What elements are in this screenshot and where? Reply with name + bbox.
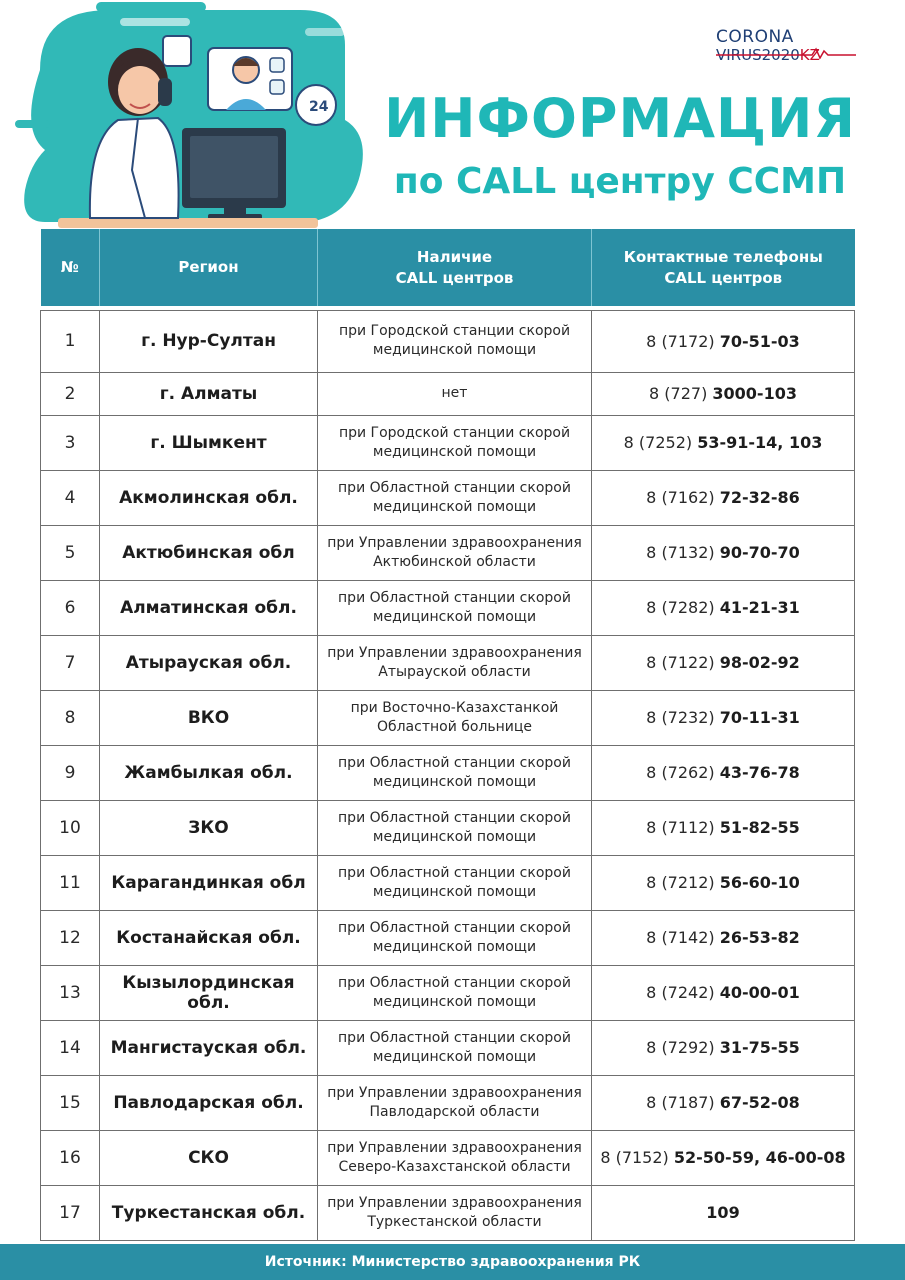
table-row xyxy=(41,690,855,745)
row-call-center xyxy=(318,800,592,855)
call-line1: при Управлении здравоохранения xyxy=(327,1084,582,1101)
row-call-center xyxy=(318,372,592,415)
row-phone xyxy=(592,1130,855,1185)
phone-number: 70-11-31 xyxy=(719,708,800,727)
phone-number: 26-53-82 xyxy=(719,928,800,947)
header-phones xyxy=(592,229,855,306)
phone-code: 8 (7292) xyxy=(646,1038,720,1057)
row-call-center xyxy=(318,525,592,580)
phone-code: 8 (7142) xyxy=(646,928,720,947)
phone-number: 90-70-70 xyxy=(719,543,800,562)
row-number: 5 xyxy=(41,525,100,580)
row-phone xyxy=(592,910,855,965)
call-line2: медицинской помощи xyxy=(372,342,537,358)
call-line2: медицинской помощи xyxy=(372,828,537,845)
row-phone xyxy=(592,1185,855,1240)
phone-code: 8 (7162) xyxy=(646,488,720,507)
source-footer: Источник: Министерство здравоохранения РК xyxy=(0,1244,905,1280)
row-number: 12 xyxy=(41,910,100,965)
call-center-table xyxy=(40,229,855,1241)
row-call-center xyxy=(318,1130,592,1185)
call-line1: при Областной станции скорой xyxy=(338,864,571,881)
row-number: 7 xyxy=(41,635,100,690)
header-call xyxy=(318,229,592,306)
call-line2: Туркестанской области xyxy=(367,1213,542,1230)
logo-kz-text: KZ xyxy=(799,46,820,64)
table-row xyxy=(41,1020,855,1075)
call-line1: при Областной станции скорой xyxy=(338,919,571,936)
row-number: 2 xyxy=(41,372,100,415)
call-line1: при Городской станции скорой xyxy=(338,323,571,339)
row-region: СКО xyxy=(100,1130,318,1185)
call-line2: Областной больнице xyxy=(376,718,533,735)
row-phone xyxy=(592,415,855,470)
call-line1: при Областной станции скорой xyxy=(338,809,571,826)
row-phone xyxy=(592,800,855,855)
header-region: Регион xyxy=(100,229,318,306)
phone-number: 40-00-01 xyxy=(719,983,800,1002)
row-call-center xyxy=(318,415,592,470)
row-phone xyxy=(592,635,855,690)
phone-code: 8 (7112) xyxy=(646,818,720,837)
row-region: Костанайская обл. xyxy=(100,910,318,965)
row-region: Павлодарская обл. xyxy=(100,1075,318,1130)
call-line1: при Управлении здравоохранения xyxy=(327,1139,582,1156)
call-line1: при Областной станции скорой xyxy=(338,589,571,606)
call-center-illustration xyxy=(0,0,380,232)
row-region: Атырауская обл. xyxy=(100,635,318,690)
phone-code: 8 (7232) xyxy=(646,708,720,727)
table-row xyxy=(41,1185,855,1240)
phone-number: 41-21-31 xyxy=(719,598,800,617)
pulse-line-icon xyxy=(716,47,856,59)
phone-number: 53-91-14, 103 xyxy=(697,433,823,452)
phone-code: 8 (7212) xyxy=(646,873,720,892)
header-phones-line1: Контактные телефоны xyxy=(623,247,823,266)
header-num: № xyxy=(41,229,100,306)
table-row xyxy=(41,1130,855,1185)
logo-virus-text: VIRUS2020 xyxy=(716,46,800,64)
row-number: 11 xyxy=(41,855,100,910)
table-row xyxy=(41,745,855,800)
table-body xyxy=(41,310,855,1240)
row-region: г. Алматы xyxy=(100,372,318,415)
table-row xyxy=(41,910,855,965)
phone-code: 8 (7187) xyxy=(646,1093,720,1112)
row-phone xyxy=(592,1075,855,1130)
row-region: г. Нур-Султан xyxy=(100,310,318,372)
table-row xyxy=(41,635,855,690)
page-title: ИНФОРМАЦИЯ xyxy=(384,87,856,150)
phone-number: 3000-103 xyxy=(712,384,797,403)
call-line1: при Областной станции скорой xyxy=(338,974,571,991)
call-line2: медицинской помощи xyxy=(372,773,537,790)
call-line2: медицинской помощи xyxy=(372,443,537,460)
call-line2: медицинской помощи xyxy=(372,608,537,625)
row-number: 1 xyxy=(41,310,100,372)
call-line1: при Управлении здравоохранения xyxy=(327,534,582,551)
phone-number: 70-51-03 xyxy=(719,331,800,351)
table-header-row xyxy=(41,229,855,306)
page-subtitle: по CALL центру ССМП xyxy=(393,161,847,202)
row-phone xyxy=(592,372,855,415)
row-number: 16 xyxy=(41,1130,100,1185)
row-region: г. Шымкент xyxy=(100,415,318,470)
row-number: 13 xyxy=(41,965,100,1020)
table-row xyxy=(41,855,855,910)
phone-number: 56-60-10 xyxy=(719,873,800,892)
row-number: 9 xyxy=(41,745,100,800)
call-line1: при Городской станции скорой xyxy=(338,424,571,441)
row-number: 15 xyxy=(41,1075,100,1130)
table-row xyxy=(41,415,855,470)
row-call-center xyxy=(318,635,592,690)
row-call-center xyxy=(318,745,592,800)
call-line2: медицинской помощи xyxy=(372,993,537,1010)
phone-code: 8 (7122) xyxy=(646,653,720,672)
row-region: Кызылординская обл. xyxy=(100,965,318,1020)
corona-virus-logo xyxy=(716,28,866,70)
phone-number: 72-32-86 xyxy=(719,488,800,507)
row-number: 6 xyxy=(41,580,100,635)
svg-text:24: 24 xyxy=(309,99,329,115)
row-number: 4 xyxy=(41,470,100,525)
row-region: Актюбинская обл xyxy=(100,525,318,580)
phone-code: 8 (7282) xyxy=(646,598,720,617)
table-row xyxy=(41,965,855,1020)
phone-code: 8 (7172) xyxy=(646,331,720,351)
row-number: 14 xyxy=(41,1020,100,1075)
row-region: Мангистауская обл. xyxy=(100,1020,318,1075)
row-region: Акмолинская обл. xyxy=(100,470,318,525)
table-row xyxy=(41,1075,855,1130)
call-line2: Павлодарской области xyxy=(369,1103,540,1120)
table-row xyxy=(41,525,855,580)
logo-line-1: CORONA xyxy=(716,27,794,47)
phone-number: 52-50-59, 46-00-08 xyxy=(673,1148,846,1167)
header-call-line2: CALL центров xyxy=(395,268,514,287)
row-phone xyxy=(592,310,855,372)
row-call-center xyxy=(318,470,592,525)
row-region: Алматинская обл. xyxy=(100,580,318,635)
phone-code: 8 (7252) xyxy=(623,433,698,452)
phone-number: 43-76-78 xyxy=(719,763,800,782)
call-line1: при Управлении здравоохранения xyxy=(327,644,582,661)
phone-code: 8 (7132) xyxy=(646,543,720,562)
row-call-center xyxy=(318,690,592,745)
table-row xyxy=(41,310,855,372)
call-line2: медицинской помощи xyxy=(372,938,537,955)
header-call-line1: Наличие xyxy=(416,247,493,266)
call-line2: Атырауской области xyxy=(378,663,531,680)
call-line2: Северо-Казахстанской области xyxy=(338,1158,571,1175)
row-region: Карагандинкая обл xyxy=(100,855,318,910)
row-number: 8 xyxy=(41,690,100,745)
phone-number: 51-82-55 xyxy=(719,818,800,837)
row-number: 17 xyxy=(41,1185,100,1240)
row-call-center xyxy=(318,1075,592,1130)
phone-code: 8 (727) xyxy=(649,384,713,403)
row-region: ЗКО xyxy=(100,800,318,855)
phone-code: 8 (7152) xyxy=(600,1148,674,1167)
call-line1: при Областной станции скорой xyxy=(338,479,571,496)
phone-number: 31-75-55 xyxy=(719,1038,800,1057)
call-line1: при Управлении здравоохранения xyxy=(327,1194,582,1211)
row-number: 3 xyxy=(41,415,100,470)
call-line2: Актюбинской области xyxy=(373,553,536,570)
table-row xyxy=(41,580,855,635)
row-call-center xyxy=(318,910,592,965)
row-phone xyxy=(592,580,855,635)
row-phone xyxy=(592,855,855,910)
row-call-center xyxy=(318,965,592,1020)
row-region: ВКО xyxy=(100,690,318,745)
row-phone xyxy=(592,470,855,525)
call-line2: медицинской помощи xyxy=(372,883,537,900)
row-call-center xyxy=(318,580,592,635)
table-row xyxy=(41,372,855,415)
call-line2: медицинской помощи xyxy=(372,1048,537,1065)
phone-number: 109 xyxy=(706,1203,740,1222)
row-phone xyxy=(592,965,855,1020)
row-phone xyxy=(592,690,855,745)
row-region: Туркестанская обл. xyxy=(100,1185,318,1240)
row-phone xyxy=(592,525,855,580)
row-call-center xyxy=(318,855,592,910)
row-call-center xyxy=(318,310,592,372)
row-call-center xyxy=(318,1185,592,1240)
header-phones-line2: CALL центров xyxy=(664,268,783,287)
call-line1: при Восточно-Казахстанкой xyxy=(350,699,559,716)
call-line1: при Областной станции скорой xyxy=(338,754,571,771)
phone-number: 67-52-08 xyxy=(719,1093,800,1112)
row-number: 10 xyxy=(41,800,100,855)
call-line1: нет xyxy=(441,385,468,401)
call-line2: медицинской помощи xyxy=(372,498,537,515)
call-line1: при Областной станции скорой xyxy=(338,1029,571,1046)
row-phone xyxy=(592,745,855,800)
phone-number: 98-02-92 xyxy=(719,653,800,672)
phone-code: 8 (7262) xyxy=(646,763,720,782)
phone-code: 8 (7242) xyxy=(646,983,720,1002)
table-row xyxy=(41,470,855,525)
row-region: Жамбылкая обл. xyxy=(100,745,318,800)
table-row xyxy=(41,800,855,855)
row-call-center xyxy=(318,1020,592,1075)
row-phone xyxy=(592,1020,855,1075)
